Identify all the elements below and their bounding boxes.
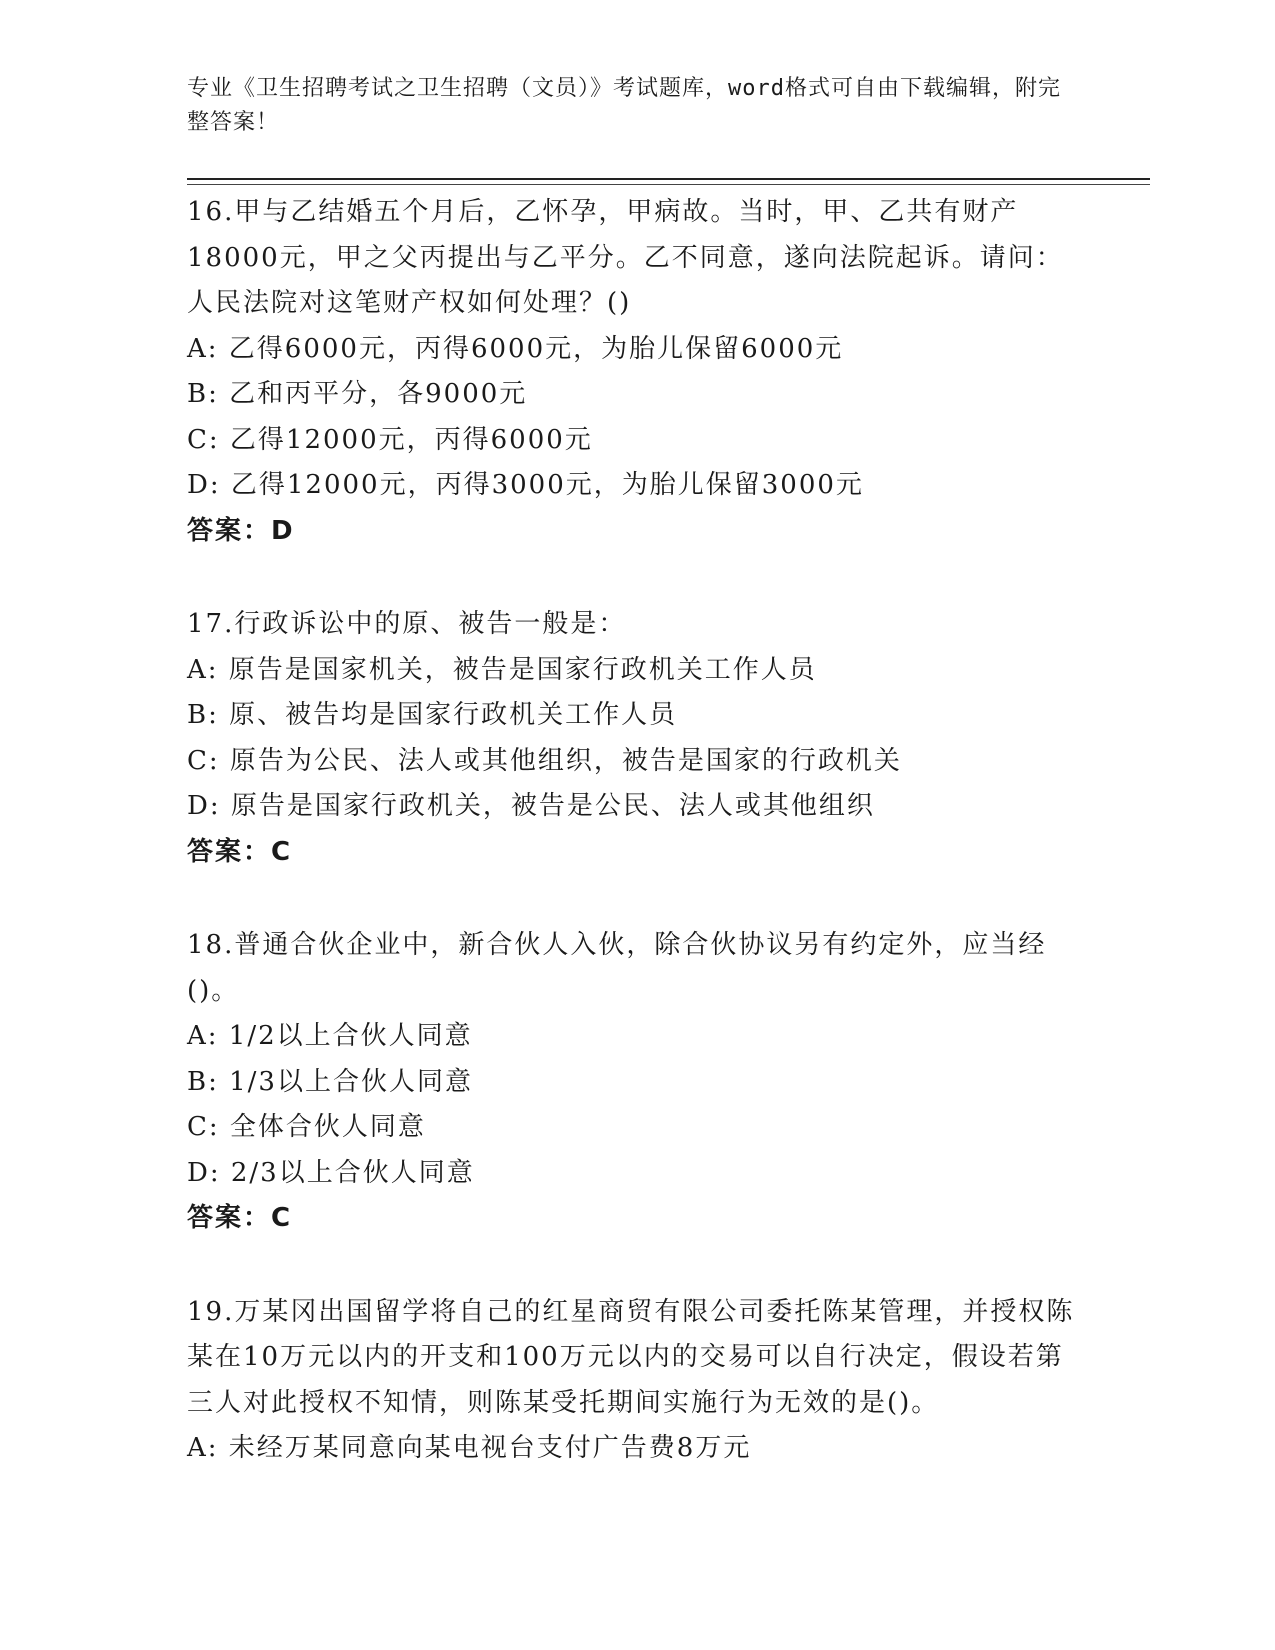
document-header: 专业《卫生招聘考试之卫生招聘（文员）》考试题库，word格式可自由下载编辑，附完整答案！ [187,76,1061,135]
answer: 答案：C [187,1203,293,1233]
header-divider-thin [187,184,1150,185]
question-17 [187,602,1087,875]
question-list [187,190,1087,1520]
option-b: B: 原、被告均是国家行政机关工作人员 [187,700,678,730]
question-text: 19.万某冈出国留学将自己的红星商贸有限公司委托陈某管理，并授权陈某在10万元以内的开支和100万元以内的交易可以自行决定，假设若第三人对此授权不知情，则陈某受托期间实施行为无效的是()。 [187,1296,1075,1418]
option-a: A: 1/2以上合伙人同意 [187,1021,473,1051]
option-c: C: 原告为公民、法人或其他组织，被告是国家的行政机关 [187,745,902,776]
option-d: D: 原告是国家行政机关，被告是公民、法人或其他组织 [187,791,875,821]
option-c: C: 全体合伙人同意 [187,1112,426,1142]
option-c: C: 乙得12000元，丙得6000元 [187,424,593,455]
question-18 [187,923,1087,1242]
question-text: 17.行政诉讼中的原、被告一般是： [187,609,627,639]
question-text: 16.甲与乙结婚五个月后，乙怀孕，甲病故。当时，甲、乙共有财产18000元，甲之父丙提出与乙平分。乙不同意，遂向法院起诉。请问：人民法院对这笔财产权如何处理？() [187,197,1064,318]
question-16 [187,190,1087,554]
answer: 答案：C [187,836,293,867]
option-a: A: 乙得6000元，丙得6000元，为胎儿保留6000元 [187,333,844,364]
question-text: 18.普通合伙企业中，新合伙人入伙，除合伙协议另有约定外，应当经()。 [187,930,1047,1006]
option-b: B: 1/3以上合伙人同意 [187,1066,473,1097]
question-19 [187,1290,1087,1472]
option-d: D: 乙得12000元，丙得3000元，为胎儿保留3000元 [187,470,864,500]
option-d: D: 2/3以上合伙人同意 [187,1157,475,1188]
answer: 答案：D [187,515,295,546]
option-a: A: 原告是国家机关，被告是国家行政机关工作人员 [187,654,817,685]
option-a: A: 未经万某同意向某电视台支付广告费8万元 [187,1433,752,1463]
option-b: B: 乙和丙平分，各9000元 [187,379,528,409]
header-divider-thick [187,178,1150,180]
